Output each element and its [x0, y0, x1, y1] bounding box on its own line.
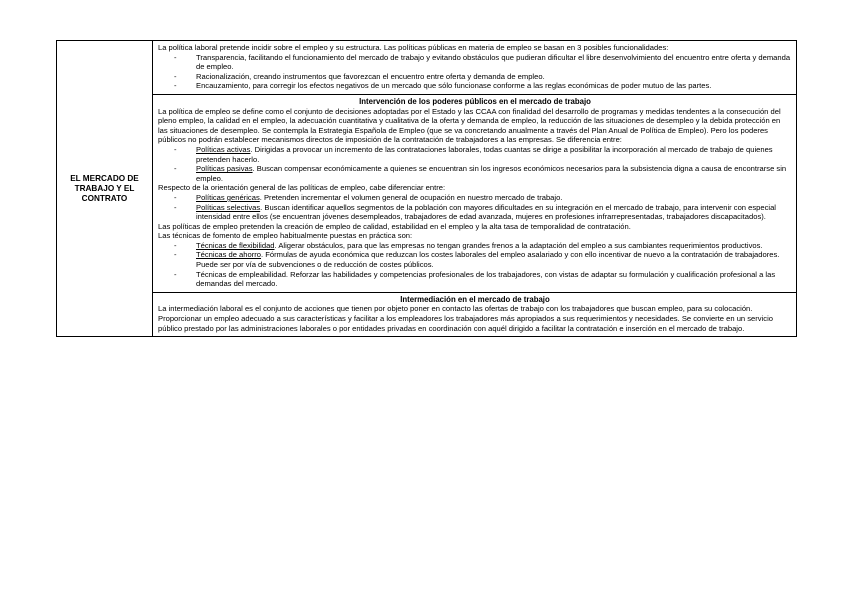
term-description: . Dirigidas a provocar un incremento de las contrataciones laborales, todas cuantas se dirige a posibilitar la incorporación al mercado de trabajo de quienes pretenden hacerlo.	[196, 144, 773, 164]
list-item	[174, 164, 792, 183]
paragraph: La intermediación laboral es el conjunto de acciones que tienen por objeto poner en contacto las ofertas de trabajo con los trabajadores que buscan empleo, para su colocación. Proporcionar un empleo adecuado a sus características y facilitar a los empleadores los trabajadores más apropiados a sus requerimientos y necesidades. Se convierte en un servicio público prestado por las administraciones laborales o por entidades privadas en coordinación con aquél dirigido a facilitar la contratación e inserción en el mercado de trabajo.	[158, 304, 773, 333]
orientation-list	[158, 193, 792, 222]
policy-types-list	[158, 145, 792, 183]
term: Técnicas de ahorro	[196, 250, 262, 260]
row-label: EL MERCADO DE TRABAJO Y EL CONTRATO	[70, 173, 139, 203]
table-row	[57, 41, 797, 95]
term: Políticas selectivas	[196, 202, 261, 212]
term-description: . Buscan compensar económicamente a quienes se encuentran sin los ingresos económicos necesarios para la subsistencia digna a causa de encontrarse sin empleo.	[196, 164, 787, 183]
list-item	[174, 203, 792, 222]
term: Políticas activas	[196, 144, 251, 154]
table-row	[57, 94, 797, 292]
list-item: - Racionalización, creando instrumentos que favorezcan el encuentro entre oferta y demanda de empleo.	[174, 72, 792, 82]
term-description: . Buscan identificar aquellos segmentos de la población con mayores dificultades en su integración en el mercado de trabajo, para intervenir con especial intensidad entre ellos (se encuentran jóvenes desempleados, trabajadores de edad avanzada, mujeres en profesiones infrarrepresentadas, trabajadores discapacitados).	[196, 202, 776, 222]
list-item	[174, 250, 792, 269]
techniques-list	[158, 241, 792, 289]
list-item: - Técnicas de empleabilidad. Reforzar las habilidades y competencias profesionales de los trabajadores, con vistas de adaptar su formulación y cualificación profesional a las demandas del mercado.	[174, 270, 792, 289]
section-intro: La política de empleo se define como el conjunto de decisiones adoptadas por el Estado y las CCAA con finalidad del desarrollo de programas y medidas tendentes a la consecución del pleno empleo, la calidad en el empleo, la adecuación cuantitativa y cualitativa de la oferta y demanda de empleo, la reducción de las situaciones de desempleo y la debida protección en las situaciones de desempleo. Se contempla la Estrategia Española de Empleo (que se va concretando anualmente a través del Plan Anual de Política de Empleo). Pero los poderes públicos no podrán establecer mecanismos directos de imposición de la contratación de trabajadores a las empresas. Se diferencia entre:	[158, 106, 781, 145]
list-item	[174, 241, 792, 251]
list-item: - Transparencia, facilitando el funcionamiento del mercado de trabajo y evitando obstáculos que pudieran dificultar el libre desenvolvimiento del encuentro entre oferta y demanda de empleo.	[174, 53, 792, 72]
list-item	[174, 145, 792, 164]
term-description: . Pretenden incrementar el volumen general de ocupación en nuestro mercado de trabajo.	[259, 192, 563, 202]
row-label-cell	[57, 41, 153, 337]
content-table	[56, 40, 797, 337]
term: Políticas pasivas	[196, 164, 253, 174]
paragraph: Respecto de la orientación general de las políticas de empleo, cabe diferenciar entre:	[158, 183, 446, 193]
paragraph: Las técnicas de fomento de empleo habitualmente puestas en práctica son:	[158, 231, 413, 241]
term-description: . Aligerar obstáculos, para que las empresas no tengan grandes frenos a la adaptación del empleo a sus cambiantes requerimientos productivos.	[274, 240, 763, 250]
section-employment-policy	[153, 41, 797, 95]
list-item: - Encauzamiento, para corregir los efectos negativos de un mercado que sólo funcionase conforme a las reglas económicas de poder mutuo de las partes.	[174, 81, 792, 91]
term: Técnicas de flexibilidad	[196, 240, 275, 250]
section-intermediation	[153, 292, 797, 336]
section-public-intervention	[153, 94, 797, 292]
term-description: . Fórmulas de ayuda económica que reduzcan los costes laborales del empleo asalariado y con ello incentivar de nuevo a la contratación de trabajadores. Puede ser por vía de subvenciones o de reducción de costes públicos.	[196, 250, 780, 270]
table-row	[57, 292, 797, 336]
section-intro: La política laboral pretende incidir sobre el empleo y su estructura. Las políticas públicas en materia de empleo se basan en 3 posibles funcionalidades:	[158, 43, 669, 52]
term: Políticas genéricas	[196, 192, 260, 202]
section-title: Intermediación en el mercado de trabajo	[400, 294, 550, 304]
paragraph: Las políticas de empleo pretenden la creación de empleo de calidad, estabilidad en el empleo y la alta tasa de temporalidad de contratación.	[158, 221, 631, 231]
list-item	[174, 193, 792, 203]
functionalities-list	[158, 53, 792, 91]
section-title: Intervención de los poderes públicos en el mercado de trabajo	[359, 96, 591, 106]
